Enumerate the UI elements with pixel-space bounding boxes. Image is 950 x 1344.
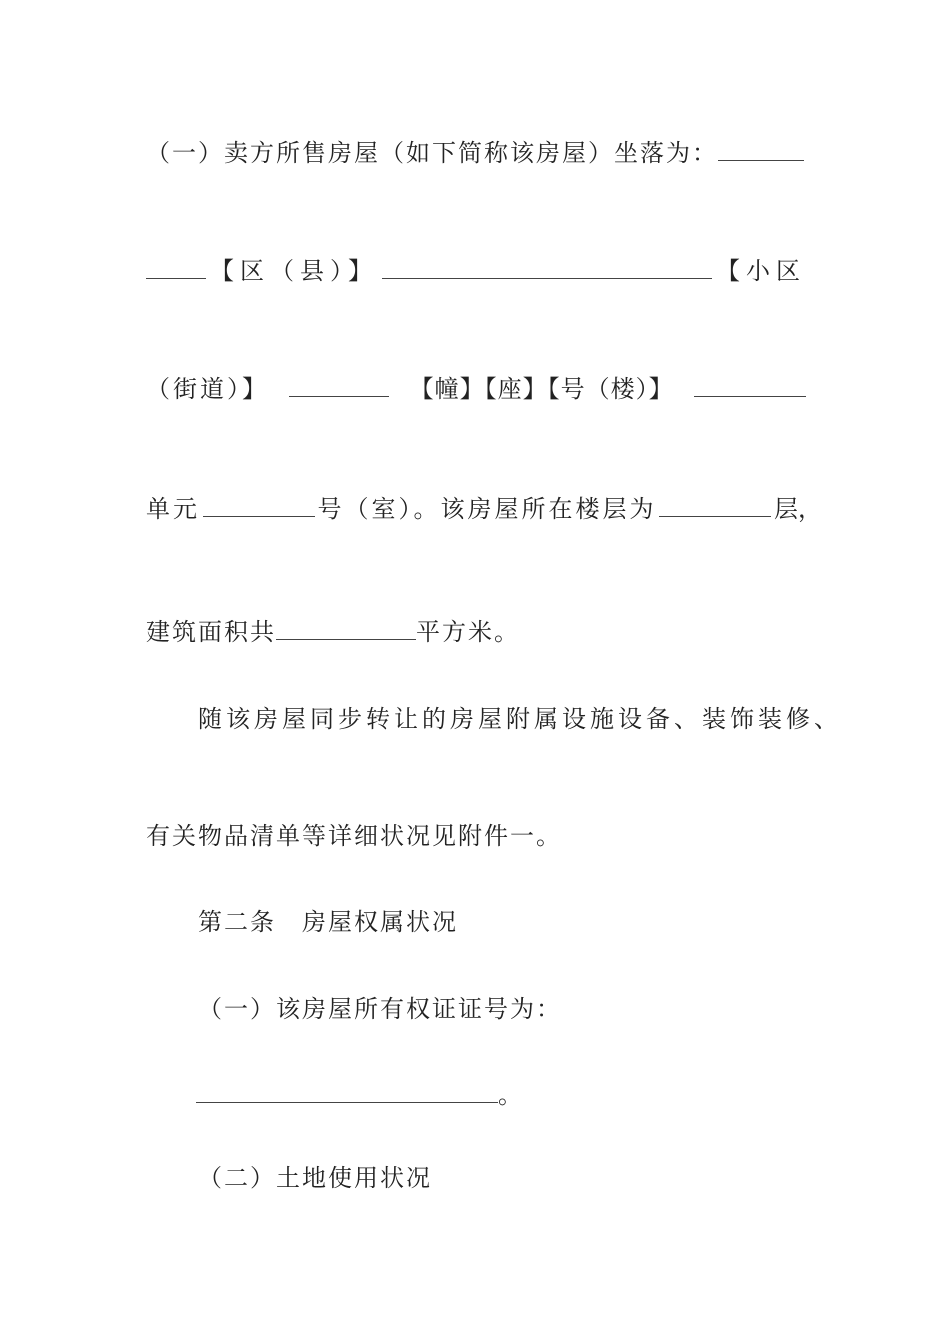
blank-city bbox=[718, 138, 804, 161]
cert-end: 。 bbox=[498, 1081, 522, 1109]
article2-heading-text: 第二条 房屋权属状况 bbox=[198, 908, 458, 936]
blank-cert-number bbox=[196, 1080, 498, 1103]
blank-unit bbox=[694, 374, 806, 397]
location-line-1 bbox=[146, 138, 806, 168]
blank-building bbox=[289, 374, 389, 397]
attachments-text-2: 有关物品清单等详细状况见附件一。 bbox=[146, 822, 562, 850]
location-label: （一）卖方所售房屋（如下简称该房屋）坐落为： bbox=[146, 139, 718, 167]
building-label: 【幢】【座】【号（楼）】 bbox=[409, 375, 674, 403]
cert-label: （一）该房屋所有权证证号为： bbox=[198, 995, 562, 1023]
cert-blank-line bbox=[196, 1080, 856, 1110]
unit-label: 单元 bbox=[146, 495, 200, 523]
attachments-text-1: 随该房屋同步转让的房屋附属设施设备、装饰装修、 bbox=[198, 705, 842, 733]
cert-line bbox=[198, 994, 858, 1024]
location-line-4 bbox=[146, 494, 822, 524]
article2-heading bbox=[198, 907, 858, 937]
room-label: 号（室）。该房屋所在楼层为 bbox=[317, 495, 657, 523]
area-suffix: 平方米。 bbox=[416, 618, 520, 646]
land-label: （二）土地使用状况 bbox=[198, 1164, 432, 1192]
location-line-3 bbox=[146, 374, 806, 404]
district-label: 【区（县）】 bbox=[210, 257, 378, 285]
blank-area bbox=[276, 617, 416, 640]
floor-suffix: 层， bbox=[774, 495, 822, 523]
blank-room bbox=[203, 494, 315, 517]
blank-community bbox=[382, 256, 712, 279]
attachments-line-1 bbox=[198, 704, 858, 734]
area-prefix: 建筑面积共 bbox=[146, 618, 276, 646]
blank-floor bbox=[659, 494, 771, 517]
community-label: 【小区 bbox=[716, 257, 806, 285]
blank-district bbox=[146, 256, 206, 279]
location-line-2 bbox=[146, 256, 806, 286]
land-line bbox=[198, 1163, 858, 1193]
area-line bbox=[146, 617, 806, 647]
attachments-line-2 bbox=[146, 821, 806, 851]
community-label-2: （街道）】 bbox=[146, 375, 269, 403]
